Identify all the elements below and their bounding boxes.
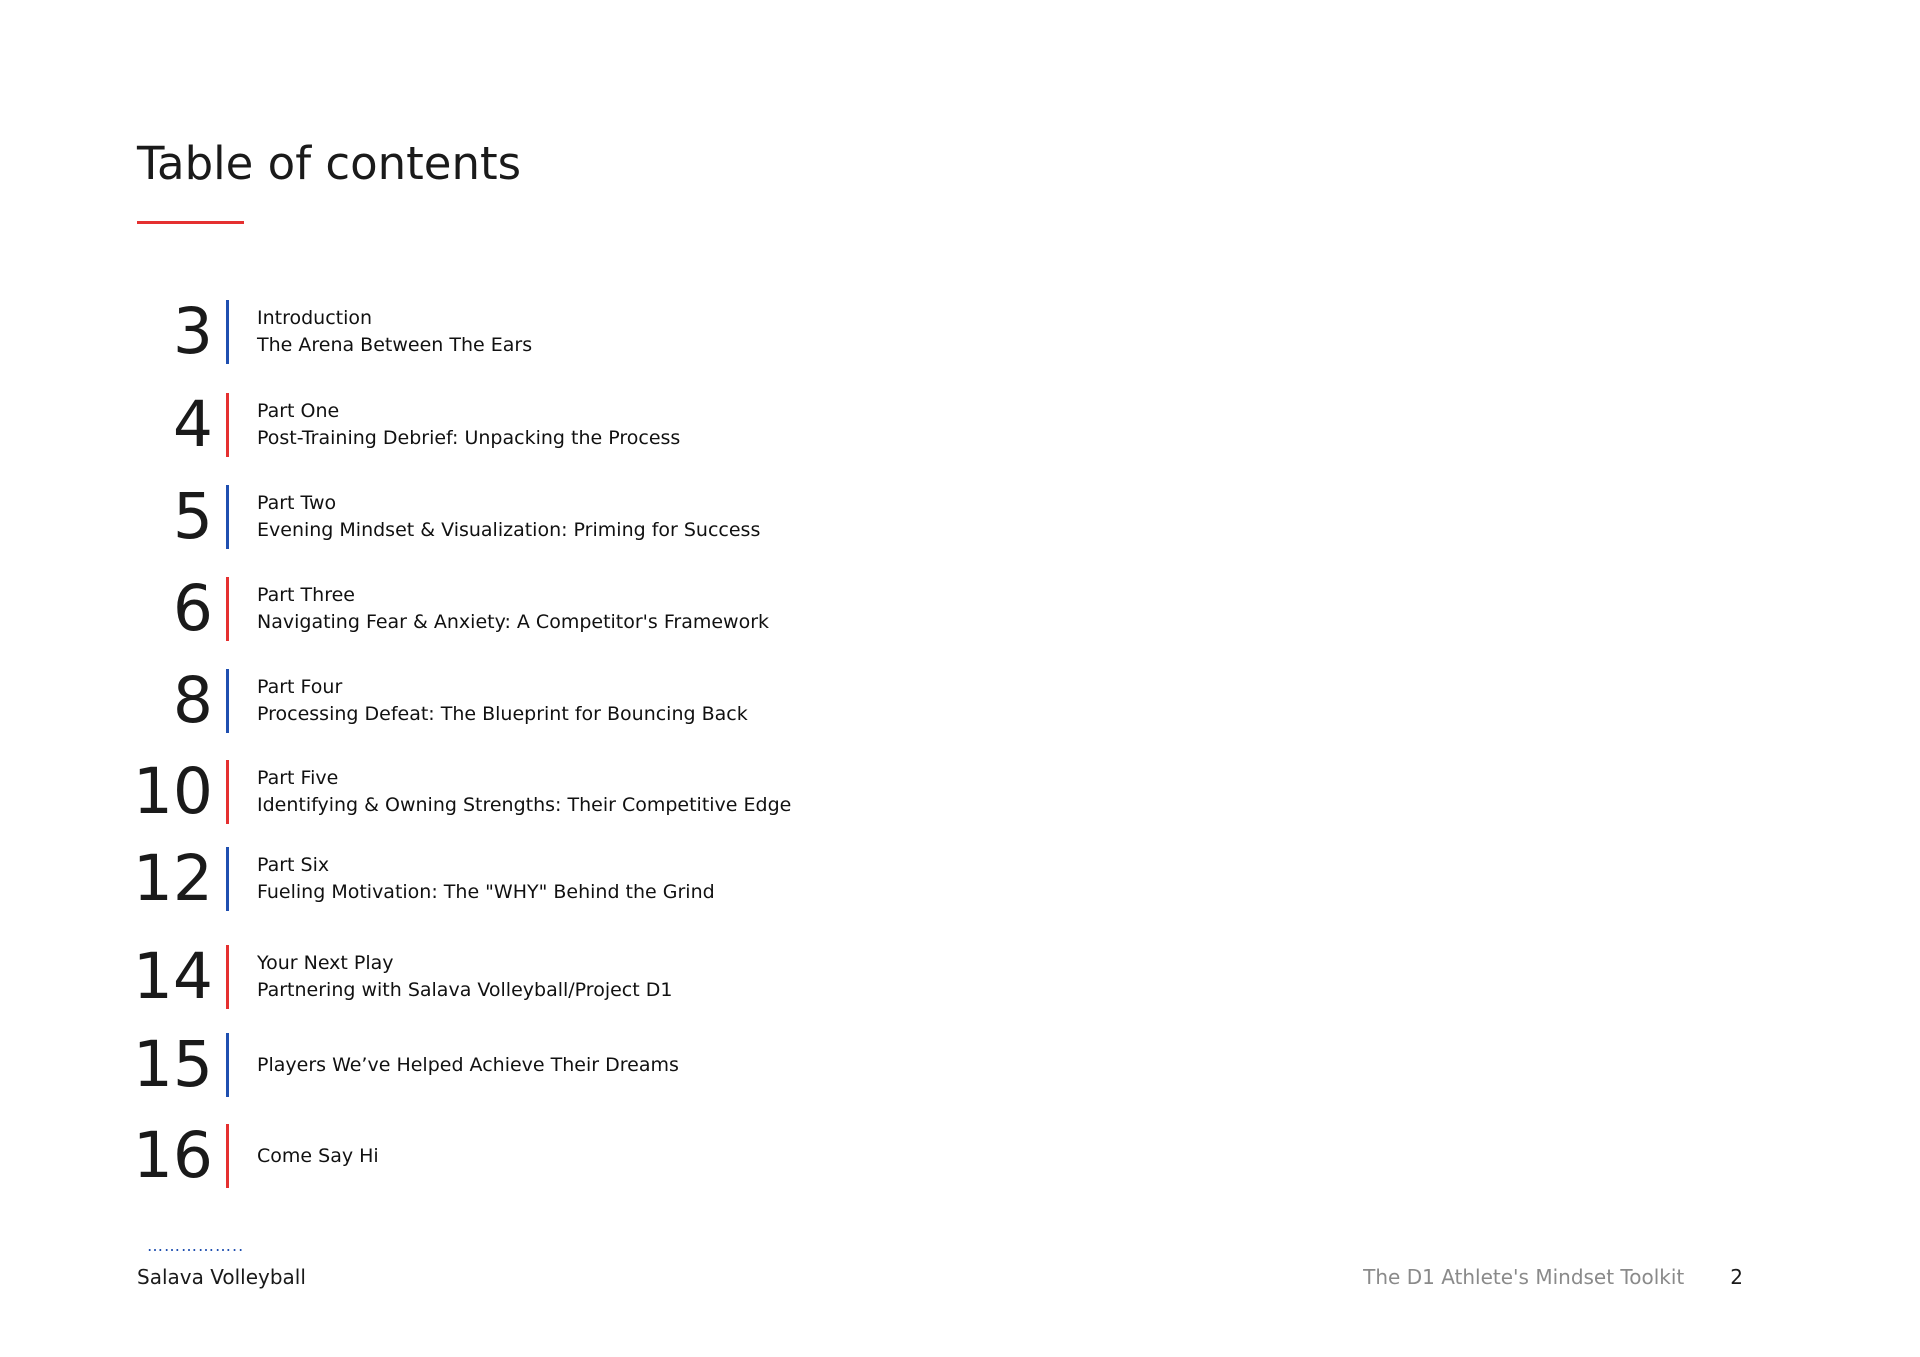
toc-entry-subtitle: Navigating Fear & Anxiety: A Competitor's Framework [257, 611, 770, 633]
toc-entry-label: Part Five [257, 767, 339, 789]
page-title: Table of contents [137, 137, 522, 190]
footer-dotted-rule: …………….. [147, 1236, 245, 1255]
toc-entry-label: Part Two [257, 492, 337, 514]
toc-page-number: 15 [132, 1028, 213, 1101]
toc-entry-label: Your Next Play [257, 952, 394, 974]
toc-entry-subtitle: Partnering with Salava Volleyball/Project D1 [257, 979, 673, 1001]
toc-entry-text [257, 485, 760, 549]
toc-entry-text [257, 669, 748, 733]
toc-entry-part-six[interactable] [0, 842, 1100, 915]
footer-page-number: 2 [1730, 1265, 1743, 1289]
toc-divider-bar [226, 1033, 229, 1097]
toc-entry-come-say-hi[interactable] [0, 1119, 1100, 1192]
toc-entry-text [257, 300, 532, 364]
toc-entry-your-next-play[interactable] [0, 940, 1100, 1013]
toc-entry-subtitle: Processing Defeat: The Blueprint for Bouncing Back [257, 703, 748, 725]
toc-entry-label: Part Six [257, 854, 330, 876]
toc-entry-subtitle: Evening Mindset & Visualization: Priming for Success [257, 519, 761, 541]
toc-page-number: 14 [132, 940, 213, 1013]
toc-entry-label: Players We’ve Helped Achieve Their Dreams [257, 1053, 679, 1076]
toc-divider-bar [226, 300, 229, 364]
toc-entry-part-four[interactable] [0, 664, 1100, 737]
toc-divider-bar [226, 669, 229, 733]
toc-entry-text [257, 1124, 379, 1188]
toc-entry-subtitle: Post-Training Debrief: Unpacking the Process [257, 427, 681, 449]
toc-entry-part-two[interactable] [0, 480, 1100, 553]
footer-document-name: The D1 Athlete's Mindset Toolkit [1363, 1265, 1685, 1289]
toc-entry-label: Part Four [257, 676, 343, 698]
toc-entry-text [257, 393, 680, 457]
toc-page-number: 4 [172, 388, 213, 461]
footer-right [1363, 1265, 1743, 1289]
toc-entry-text [257, 577, 769, 641]
toc-entry-subtitle: The Arena Between The Ears [257, 334, 533, 356]
toc-entry-text [257, 760, 791, 824]
toc-divider-bar [226, 847, 229, 911]
toc-entry-part-one[interactable] [0, 388, 1100, 461]
toc-page-number: 16 [132, 1119, 213, 1192]
toc-entry-text [257, 1033, 679, 1097]
toc-page-number: 3 [172, 295, 213, 368]
toc-page-number: 8 [172, 664, 213, 737]
toc-entry-subtitle: Identifying & Owning Strengths: Their Competitive Edge [257, 794, 792, 816]
toc-entry-label: Part One [257, 400, 340, 422]
toc-entry-text [257, 847, 715, 911]
toc-divider-bar [226, 577, 229, 641]
toc-entry-label: Part Three [257, 584, 355, 606]
footer-brand: Salava Volleyball [137, 1265, 306, 1289]
toc-entry-introduction[interactable] [0, 295, 1100, 368]
toc-entry-part-five[interactable] [0, 755, 1100, 828]
toc-page-number: 5 [172, 480, 213, 553]
toc-divider-bar [226, 760, 229, 824]
toc-page-number: 6 [172, 572, 213, 645]
toc-entry-players[interactable] [0, 1028, 1100, 1101]
toc-entry-subtitle: Fueling Motivation: The "WHY" Behind the Grind [257, 881, 715, 903]
toc-page-number: 12 [132, 842, 213, 915]
toc-entry-label: Introduction [257, 307, 373, 329]
toc-page-number: 10 [132, 755, 213, 828]
toc-divider-bar [226, 1124, 229, 1188]
toc-divider-bar [226, 945, 229, 1009]
toc-divider-bar [226, 393, 229, 457]
toc-entry-label: Come Say Hi [257, 1144, 379, 1167]
toc-entry-part-three[interactable] [0, 572, 1100, 645]
toc-entry-text [257, 945, 672, 1009]
toc-divider-bar [226, 485, 229, 549]
